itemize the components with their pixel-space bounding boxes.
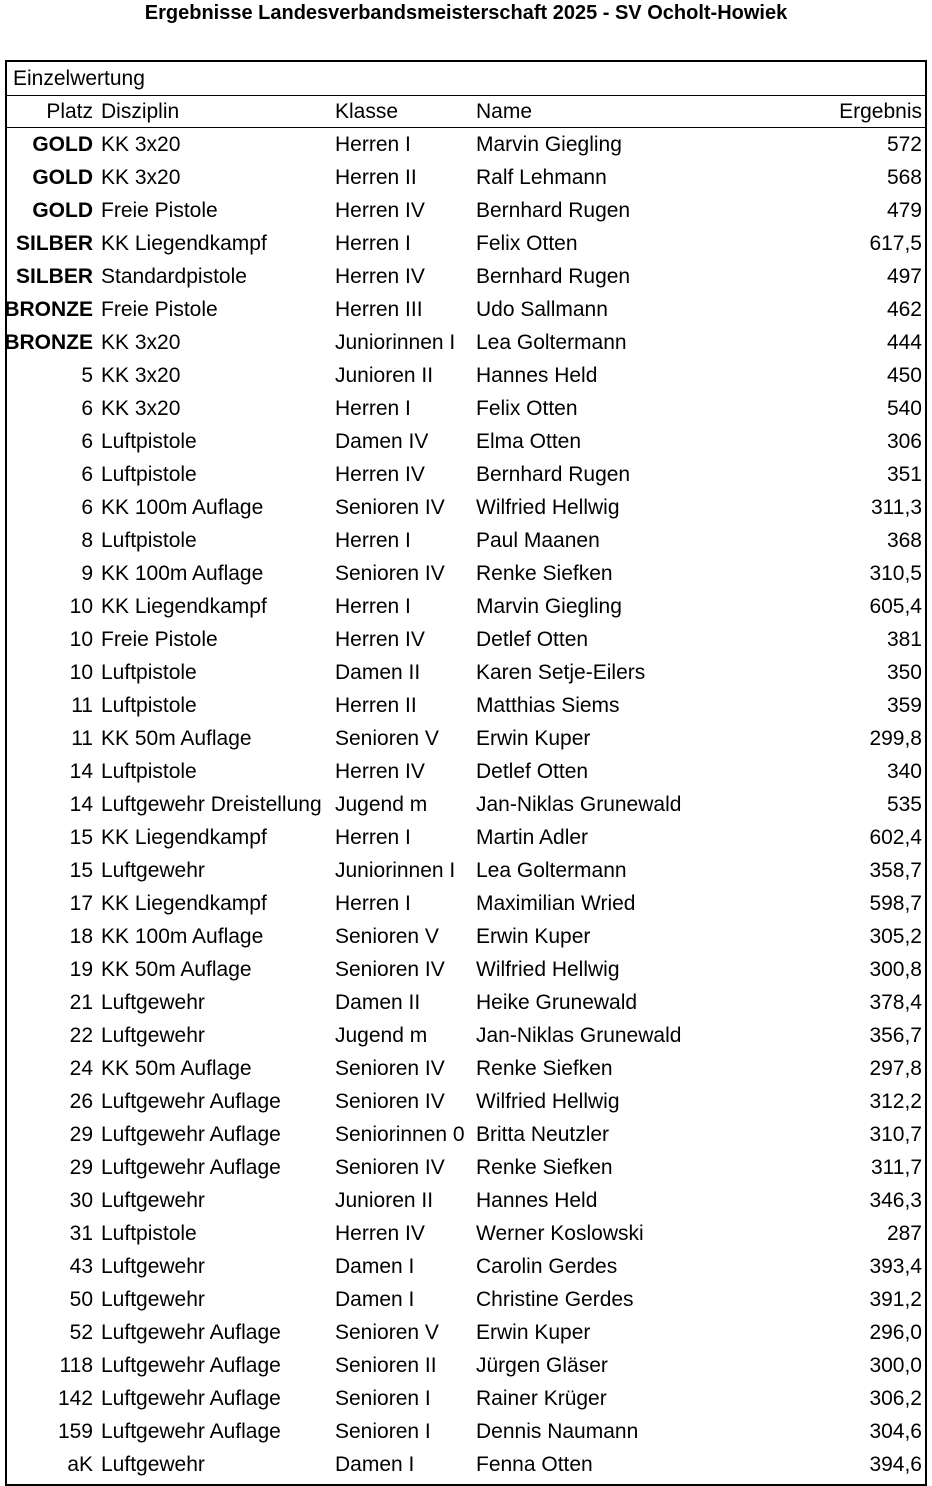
table-row [7, 557, 925, 590]
table-row [7, 359, 925, 392]
cell-klasse: Senioren IV [335, 562, 445, 585]
cell-disziplin: KK 50m Auflage [101, 727, 252, 750]
cell-ergebnis: 299,8 [869, 727, 922, 750]
cell-name: Erwin Kuper [476, 727, 591, 750]
cell-klasse: Juniorinnen I [335, 331, 456, 354]
cell-ergebnis: 311,7 [871, 1156, 922, 1179]
cell-disziplin: Luftgewehr Dreistellung [101, 793, 322, 816]
table-row [7, 491, 925, 524]
cell-platz: 5 [81, 364, 93, 387]
table-row [7, 920, 925, 953]
cell-name: Hannes Held [476, 1189, 598, 1212]
table-header [7, 95, 925, 128]
cell-name: Dennis Naumann [476, 1420, 639, 1443]
cell-platz: 21 [69, 991, 93, 1014]
cell-disziplin: Luftgewehr [101, 1189, 205, 1212]
cell-name: Bernhard Rugen [476, 199, 631, 222]
cell-ergebnis: 310,7 [869, 1123, 922, 1146]
table-row [7, 1052, 925, 1085]
cell-name: Jan-Niklas Grunewald [476, 793, 682, 816]
cell-ergebnis: 356,7 [869, 1024, 922, 1047]
cell-name: Matthias Siems [476, 694, 620, 717]
cell-platz: 10 [69, 661, 93, 684]
cell-ergebnis: 479 [886, 199, 922, 222]
cell-name: Rainer Krüger [476, 1387, 607, 1410]
table-row [7, 1382, 925, 1415]
cell-name: Lea Goltermann [476, 331, 627, 354]
table-row [7, 260, 925, 293]
table-row [7, 1019, 925, 1052]
table-row [7, 953, 925, 986]
column-header-disziplin: Disziplin [101, 100, 180, 123]
cell-klasse: Herren IV [335, 760, 425, 783]
cell-ergebnis: 393,4 [869, 1255, 922, 1278]
cell-klasse: Herren I [335, 397, 411, 420]
column-header-klasse: Klasse [335, 100, 399, 123]
cell-disziplin: Freie Pistole [101, 628, 218, 651]
cell-disziplin: Luftpistole [101, 430, 197, 453]
cell-name: Carolin Gerdes [476, 1255, 618, 1278]
cell-klasse: Herren IV [335, 1222, 425, 1245]
cell-platz: 50 [69, 1288, 93, 1311]
cell-platz: 30 [69, 1189, 93, 1212]
cell-disziplin: KK Liegendkampf [101, 595, 267, 618]
cell-ergebnis: 444 [886, 331, 922, 354]
cell-ergebnis: 535 [886, 793, 922, 816]
cell-klasse: Herren I [335, 529, 411, 552]
cell-klasse: Herren I [335, 133, 411, 156]
cell-disziplin: Luftgewehr [101, 1453, 205, 1476]
cell-klasse: Herren I [335, 826, 411, 849]
cell-platz: 14 [69, 793, 93, 816]
cell-name: Renke Siefken [476, 1156, 613, 1179]
cell-name: Elma Otten [476, 430, 582, 453]
cell-ergebnis: 540 [886, 397, 922, 420]
cell-ergebnis: 311,3 [871, 496, 922, 519]
cell-name: Detlef Otten [476, 760, 589, 783]
cell-ergebnis: 287 [886, 1222, 922, 1245]
table-row [7, 128, 925, 161]
cell-name: Maximilian Wried [476, 892, 636, 915]
cell-disziplin: KK 100m Auflage [101, 496, 264, 519]
table-row [7, 590, 925, 623]
cell-klasse: Damen I [335, 1453, 415, 1476]
cell-ergebnis: 368 [886, 529, 922, 552]
cell-name: Karen Setje-Eilers [476, 661, 646, 684]
cell-disziplin: Luftgewehr Auflage [101, 1090, 281, 1113]
cell-disziplin: KK 3x20 [101, 331, 181, 354]
cell-ergebnis: 568 [886, 166, 922, 189]
cell-platz: 22 [69, 1024, 93, 1047]
table-row [7, 1415, 925, 1448]
cell-name: Renke Siefken [476, 562, 613, 585]
cell-platz: 6 [81, 430, 93, 453]
cell-klasse: Juniorinnen I [335, 859, 456, 882]
cell-platz: 9 [81, 562, 93, 585]
cell-disziplin: Luftpistole [101, 760, 197, 783]
cell-name: Wilfried Hellwig [476, 1090, 620, 1113]
column-header-platz: Platz [46, 100, 93, 123]
cell-disziplin: Luftpistole [101, 1222, 197, 1245]
cell-ergebnis: 304,6 [869, 1420, 922, 1443]
cell-disziplin: KK Liegendkampf [101, 232, 267, 255]
cell-klasse: Damen II [335, 661, 421, 684]
cell-name: Hannes Held [476, 364, 598, 387]
table-row [7, 788, 925, 821]
cell-platz: 10 [69, 628, 93, 651]
cell-disziplin: KK 50m Auflage [101, 1057, 252, 1080]
cell-disziplin: Luftgewehr Auflage [101, 1123, 281, 1146]
results-table [5, 60, 927, 1486]
table-row [7, 1349, 925, 1382]
cell-disziplin: Luftpistole [101, 529, 197, 552]
cell-platz: 18 [69, 925, 93, 948]
cell-klasse: Senioren V [335, 727, 439, 750]
cell-ergebnis: 296,0 [869, 1321, 922, 1344]
cell-disziplin: Luftgewehr [101, 859, 205, 882]
cell-platz: BRONZE [4, 298, 93, 321]
table-row [7, 1184, 925, 1217]
cell-name: Erwin Kuper [476, 925, 591, 948]
cell-klasse: Junioren II [335, 364, 434, 387]
cell-platz: aK [67, 1453, 93, 1476]
cell-platz: SILBER [15, 265, 93, 288]
cell-klasse: Senioren V [335, 925, 439, 948]
cell-klasse: Damen I [335, 1255, 415, 1278]
cell-ergebnis: 305,2 [869, 925, 922, 948]
cell-klasse: Senioren IV [335, 1057, 445, 1080]
cell-platz: 29 [69, 1156, 93, 1179]
cell-klasse: Junioren II [335, 1189, 434, 1212]
cell-disziplin: Luftgewehr Auflage [101, 1321, 281, 1344]
cell-ergebnis: 300,8 [869, 958, 922, 981]
table-row [7, 1448, 925, 1481]
cell-disziplin: Luftgewehr [101, 1255, 205, 1278]
cell-disziplin: Freie Pistole [101, 298, 218, 321]
cell-platz: 14 [69, 760, 93, 783]
cell-klasse: Damen IV [335, 430, 429, 453]
cell-ergebnis: 351 [886, 463, 922, 486]
cell-name: Wilfried Hellwig [476, 496, 620, 519]
table-row [7, 1151, 925, 1184]
cell-disziplin: Luftpistole [101, 694, 197, 717]
table-row [7, 1085, 925, 1118]
cell-name: Udo Sallmann [476, 298, 608, 321]
cell-klasse: Herren I [335, 232, 411, 255]
cell-klasse: Senioren I [335, 1387, 431, 1410]
cell-ergebnis: 358,7 [869, 859, 922, 882]
cell-klasse: Jugend m [335, 793, 428, 816]
cell-disziplin: Luftgewehr Auflage [101, 1354, 281, 1377]
cell-name: Renke Siefken [476, 1057, 613, 1080]
cell-disziplin: Luftpistole [101, 463, 197, 486]
cell-name: Bernhard Rugen [476, 463, 631, 486]
section-title: Einzelwertung [13, 67, 145, 90]
cell-klasse: Senioren II [335, 1354, 437, 1377]
cell-ergebnis: 346,3 [869, 1189, 922, 1212]
cell-platz: 43 [69, 1255, 93, 1278]
cell-platz: 10 [69, 595, 93, 618]
cell-disziplin: Luftgewehr [101, 1288, 205, 1311]
table-row [7, 392, 925, 425]
table-row [7, 1283, 925, 1316]
cell-name: Felix Otten [476, 397, 578, 420]
table-row [7, 458, 925, 491]
table-row [7, 854, 925, 887]
cell-klasse: Herren IV [335, 628, 425, 651]
cell-name: Jürgen Gläser [476, 1354, 608, 1377]
cell-klasse: Damen I [335, 1288, 415, 1311]
cell-klasse: Herren IV [335, 463, 425, 486]
table-row [7, 986, 925, 1019]
cell-klasse: Senioren IV [335, 1090, 445, 1113]
cell-platz: 15 [69, 859, 93, 882]
cell-platz: 52 [69, 1321, 93, 1344]
cell-name: Marvin Giegling [476, 595, 622, 618]
table-row [7, 821, 925, 854]
cell-klasse: Senioren IV [335, 1156, 445, 1179]
cell-ergebnis: 450 [886, 364, 922, 387]
cell-klasse: Senioren IV [335, 958, 445, 981]
cell-ergebnis: 602,4 [869, 826, 922, 849]
cell-klasse: Senioren IV [335, 496, 445, 519]
cell-ergebnis: 310,5 [869, 562, 922, 585]
cell-disziplin: Luftgewehr Auflage [101, 1420, 281, 1443]
cell-disziplin: KK Liegendkampf [101, 892, 267, 915]
cell-platz: BRONZE [4, 331, 93, 354]
cell-klasse: Herren IV [335, 199, 425, 222]
cell-platz: 159 [57, 1420, 93, 1443]
cell-ergebnis: 617,5 [869, 232, 922, 255]
cell-ergebnis: 572 [886, 133, 922, 156]
cell-ergebnis: 497 [886, 265, 922, 288]
cell-platz: 31 [69, 1222, 93, 1245]
cell-platz: 15 [69, 826, 93, 849]
table-row [7, 656, 925, 689]
cell-platz: 6 [81, 496, 93, 519]
cell-klasse: Herren IV [335, 265, 425, 288]
cell-disziplin: KK 50m Auflage [101, 958, 252, 981]
table-row [4, 293, 925, 326]
cell-klasse: Herren I [335, 595, 411, 618]
cell-disziplin: KK 3x20 [101, 397, 181, 420]
cell-name: Martin Adler [476, 826, 589, 849]
cell-disziplin: Freie Pistole [101, 199, 218, 222]
cell-name: Marvin Giegling [476, 133, 622, 156]
cell-name: Paul Maanen [476, 529, 600, 552]
cell-disziplin: KK 3x20 [101, 166, 181, 189]
cell-klasse: Senioren I [335, 1420, 431, 1443]
cell-disziplin: KK Liegendkampf [101, 826, 267, 849]
table-row [7, 1316, 925, 1349]
cell-platz: GOLD [32, 133, 93, 156]
table-row [7, 887, 925, 920]
column-header-name: Name [476, 100, 533, 123]
table-row [7, 1217, 925, 1250]
cell-platz: GOLD [32, 199, 93, 222]
cell-name: Heike Grunewald [476, 991, 638, 1014]
cell-klasse: Jugend m [335, 1024, 428, 1047]
cell-ergebnis: 306 [886, 430, 922, 453]
cell-ergebnis: 378,4 [869, 991, 922, 1014]
cell-platz: 29 [69, 1123, 93, 1146]
cell-ergebnis: 605,4 [869, 595, 922, 618]
cell-ergebnis: 340 [886, 760, 922, 783]
cell-disziplin: Luftgewehr Auflage [101, 1387, 281, 1410]
table-row [7, 194, 925, 227]
cell-klasse: Herren II [335, 166, 417, 189]
cell-name: Wilfried Hellwig [476, 958, 620, 981]
cell-name: Christine Gerdes [476, 1288, 634, 1311]
table-body [4, 128, 925, 1481]
cell-disziplin: Standardpistole [101, 265, 247, 288]
cell-platz: 6 [81, 397, 93, 420]
cell-ergebnis: 598,7 [869, 892, 922, 915]
cell-name: Erwin Kuper [476, 1321, 591, 1344]
cell-name: Britta Neutzler [476, 1123, 610, 1146]
cell-disziplin: KK 3x20 [101, 364, 181, 387]
cell-disziplin: KK 100m Auflage [101, 925, 264, 948]
cell-name: Felix Otten [476, 232, 578, 255]
cell-ergebnis: 312,2 [869, 1090, 922, 1113]
cell-disziplin: Luftgewehr [101, 1024, 205, 1047]
cell-platz: GOLD [32, 166, 93, 189]
cell-platz: 118 [59, 1354, 93, 1377]
cell-ergebnis: 359 [886, 694, 922, 717]
cell-platz: 11 [71, 727, 93, 750]
cell-platz: 24 [69, 1057, 93, 1080]
table-row [7, 1118, 925, 1151]
cell-platz: 142 [57, 1387, 93, 1410]
table-row [7, 623, 925, 656]
table-row [7, 722, 925, 755]
cell-name: Ralf Lehmann [476, 166, 607, 189]
table-row [4, 326, 925, 359]
cell-platz: 8 [81, 529, 93, 552]
cell-ergebnis: 381 [886, 628, 922, 651]
cell-disziplin: Luftgewehr [101, 991, 205, 1014]
cell-klasse: Damen II [335, 991, 421, 1014]
cell-ergebnis: 300,0 [869, 1354, 922, 1377]
cell-platz: 26 [69, 1090, 93, 1113]
table-row [7, 689, 925, 722]
cell-name: Werner Koslowski [476, 1222, 644, 1245]
column-header-ergebnis: Ergebnis [839, 100, 922, 123]
table-row [7, 1250, 925, 1283]
cell-disziplin: Luftpistole [101, 661, 197, 684]
cell-platz: 6 [81, 463, 93, 486]
cell-klasse: Herren III [335, 298, 423, 321]
cell-name: Lea Goltermann [476, 859, 627, 882]
cell-disziplin: KK 100m Auflage [101, 562, 264, 585]
table-row [7, 425, 925, 458]
cell-ergebnis: 350 [886, 661, 922, 684]
page-title: Ergebnisse Landesverbandsmeisterschaft 2025 - SV Ocholt-Howiek [144, 2, 788, 24]
cell-disziplin: KK 3x20 [101, 133, 181, 156]
cell-klasse: Herren I [335, 892, 411, 915]
table-row [7, 524, 925, 557]
cell-name: Jan-Niklas Grunewald [476, 1024, 682, 1047]
cell-platz: SILBER [15, 232, 93, 255]
cell-ergebnis: 462 [886, 298, 922, 321]
cell-name: Bernhard Rugen [476, 265, 631, 288]
cell-disziplin: Luftgewehr Auflage [101, 1156, 281, 1179]
table-row [7, 161, 925, 194]
table-row [7, 227, 925, 260]
cell-klasse: Herren II [335, 694, 417, 717]
cell-ergebnis: 297,8 [869, 1057, 922, 1080]
cell-platz: 11 [71, 694, 93, 717]
table-row [7, 755, 925, 788]
cell-name: Detlef Otten [476, 628, 589, 651]
cell-ergebnis: 394,6 [869, 1453, 922, 1476]
cell-ergebnis: 306,2 [869, 1387, 922, 1410]
cell-klasse: Seniorinnen 0 [335, 1123, 465, 1146]
cell-ergebnis: 391,2 [869, 1288, 922, 1311]
cell-platz: 19 [69, 958, 93, 981]
cell-name: Fenna Otten [476, 1453, 593, 1476]
cell-platz: 17 [69, 892, 93, 915]
cell-klasse: Senioren V [335, 1321, 439, 1344]
